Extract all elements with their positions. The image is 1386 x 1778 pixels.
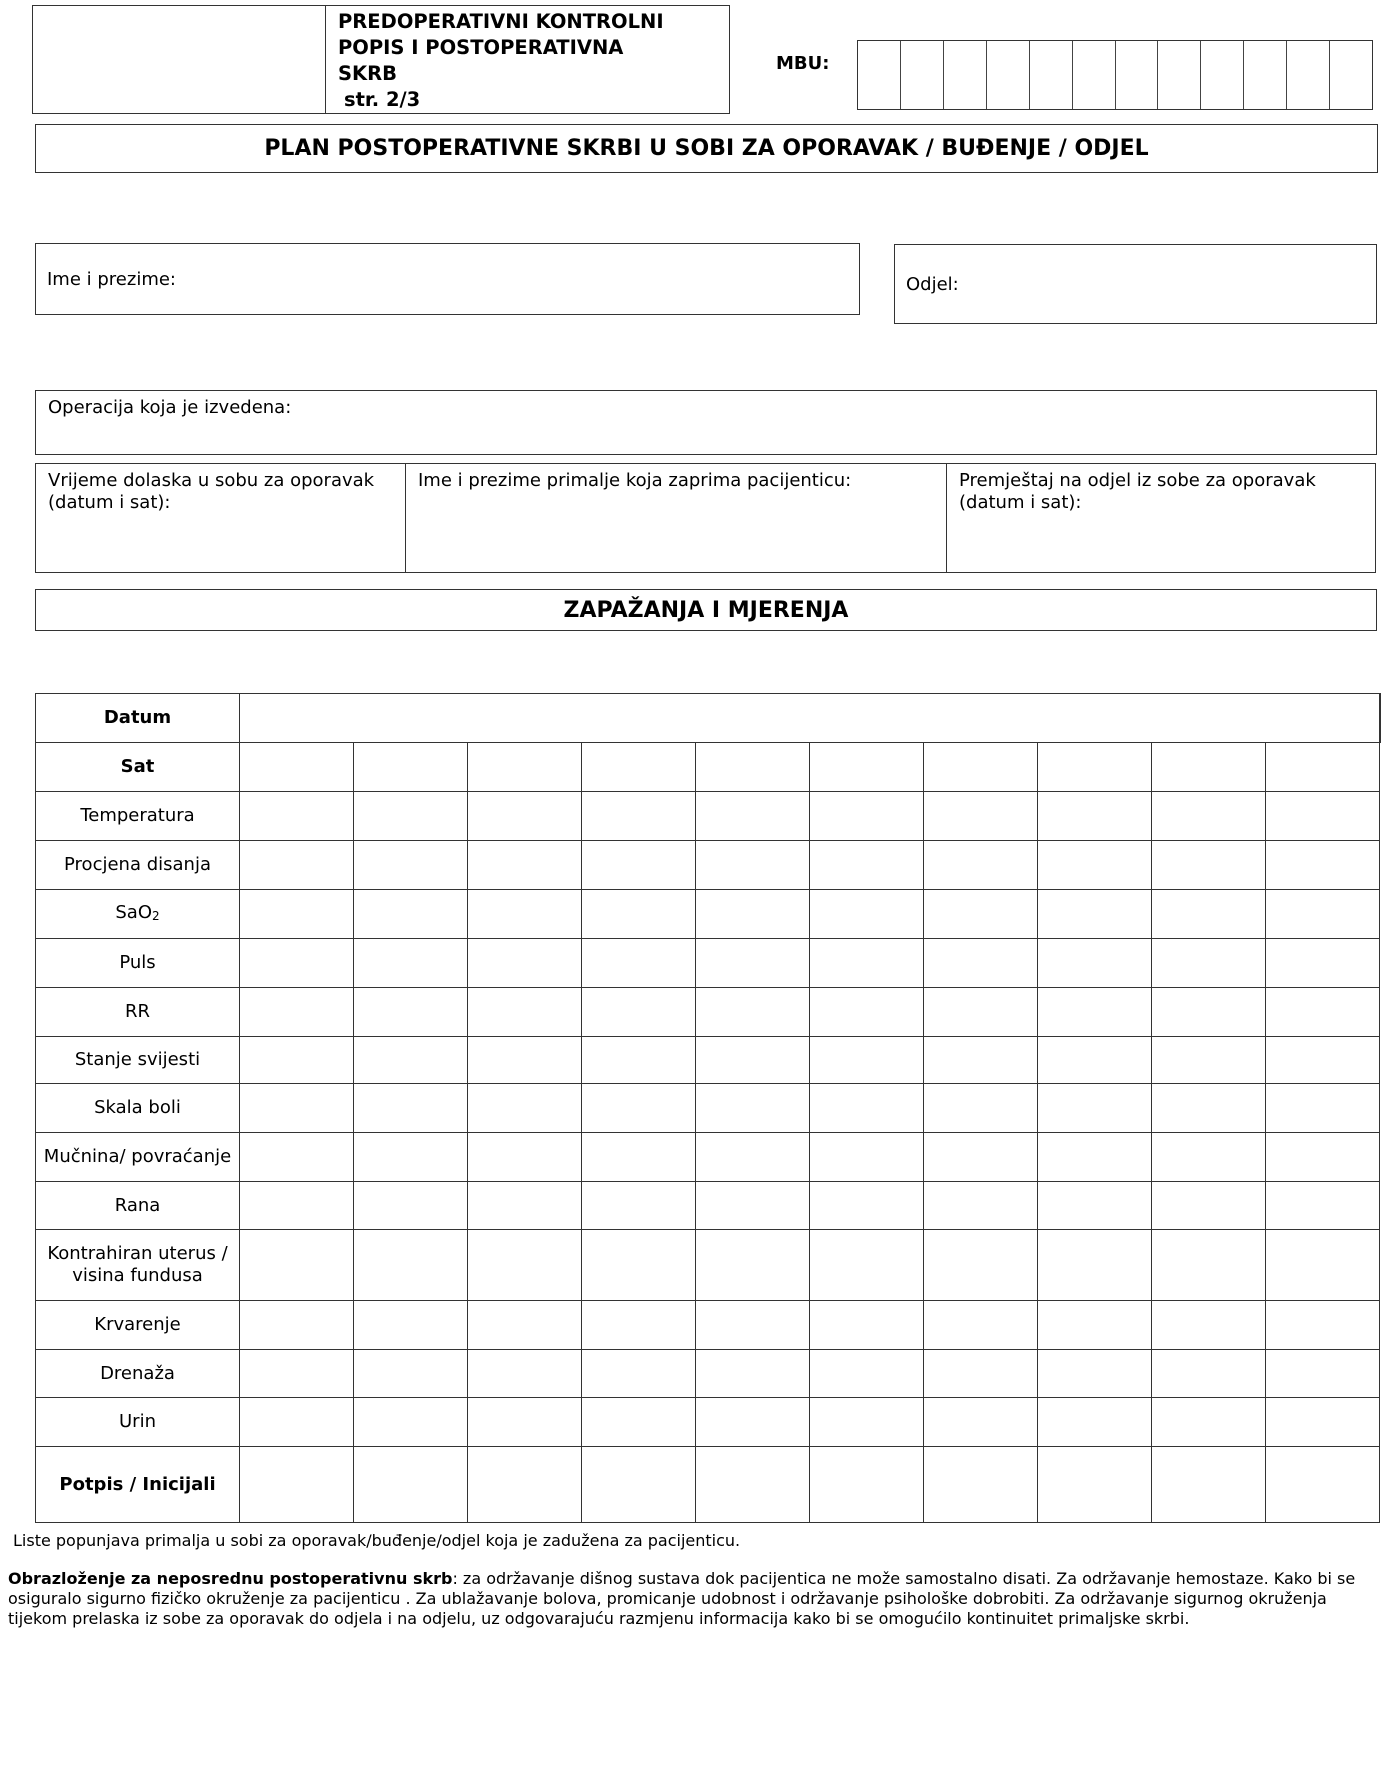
measurement-cell[interactable] <box>924 988 1038 1037</box>
measurement-cell[interactable] <box>924 792 1038 841</box>
ward-label: Odjel: <box>906 273 959 295</box>
measurement-cell[interactable] <box>1266 743 1380 792</box>
measurement-cell[interactable] <box>468 743 582 792</box>
fill-note: Liste popunjava primalja u sobi za oporavak/buđenje/odjel koja je zadužena za pacijenticu. <box>13 1531 741 1550</box>
measurement-cell[interactable] <box>1152 1398 1266 1447</box>
header-line-1: PREDOPERATIVNI KONTROLNI <box>338 10 664 33</box>
row-label <box>36 1447 240 1523</box>
measurement-cell[interactable] <box>240 988 354 1037</box>
mbu-digit-3[interactable] <box>943 41 986 109</box>
measurement-cell[interactable] <box>810 1230 924 1301</box>
mbu-digit-6[interactable] <box>1072 41 1115 109</box>
measurement-cell[interactable] <box>1152 1133 1266 1182</box>
measurement-cell[interactable] <box>1152 841 1266 890</box>
measurement-cell[interactable] <box>696 890 810 939</box>
measurement-cell[interactable] <box>354 792 468 841</box>
row-label <box>36 1084 240 1133</box>
measurement-cell[interactable] <box>354 1182 468 1230</box>
measurement-cell[interactable] <box>1266 1182 1380 1230</box>
measurement-cell[interactable] <box>240 743 354 792</box>
measurement-cell[interactable] <box>1152 890 1266 939</box>
measurement-cell[interactable] <box>354 1301 468 1350</box>
table-row <box>36 743 1380 792</box>
measurement-cell[interactable] <box>924 939 1038 988</box>
measurement-cell[interactable] <box>924 1230 1038 1301</box>
measurement-cell[interactable] <box>354 743 468 792</box>
measurement-cell[interactable] <box>240 1084 354 1133</box>
measurement-cell[interactable] <box>810 890 924 939</box>
measurement-cell[interactable] <box>696 1084 810 1133</box>
measurement-cell[interactable] <box>924 841 1038 890</box>
measurement-cell[interactable] <box>468 1398 582 1447</box>
measurement-cell[interactable] <box>1038 1350 1152 1398</box>
table-row <box>36 939 1380 988</box>
patient-name-label: Ime i prezime: <box>47 268 176 290</box>
measurement-cell[interactable] <box>354 1037 468 1084</box>
row-label-text: Drenaža <box>100 1362 175 1384</box>
measurement-cell[interactable] <box>582 1084 696 1133</box>
arrival-time-field[interactable] <box>36 464 405 572</box>
measurement-cell[interactable] <box>924 1398 1038 1447</box>
row-label <box>36 743 240 792</box>
measurement-cell[interactable] <box>468 1182 582 1230</box>
measurement-cell[interactable] <box>1152 743 1266 792</box>
observations-table <box>35 693 1381 1523</box>
measurement-cell[interactable] <box>582 988 696 1037</box>
measurement-cell[interactable] <box>468 1350 582 1398</box>
row-label-text: Urin <box>119 1411 156 1432</box>
row-label-text: Sat <box>120 756 155 777</box>
table-row <box>36 1230 1380 1301</box>
measurement-cell[interactable] <box>468 792 582 841</box>
row-label-text: RR <box>124 1001 150 1022</box>
measurement-cell[interactable] <box>696 1301 810 1350</box>
measurement-cell[interactable] <box>810 841 924 890</box>
header-line-3: SKRB <box>338 62 398 85</box>
measurement-cell[interactable] <box>810 792 924 841</box>
rationale-heading: Obrazloženje za neposrednu postoperativnu skrb <box>8 1569 453 1588</box>
measurement-cell[interactable] <box>1038 1037 1152 1084</box>
measurement-cell[interactable] <box>924 1084 1038 1133</box>
table-row <box>36 792 1380 841</box>
measurement-cell[interactable] <box>810 743 924 792</box>
measurement-cell[interactable] <box>924 1133 1038 1182</box>
measurement-cell[interactable] <box>582 1133 696 1182</box>
measurement-cell[interactable] <box>240 792 354 841</box>
measurement-cell[interactable] <box>696 1350 810 1398</box>
table-row <box>36 1447 1380 1523</box>
measurement-cell[interactable] <box>1038 1084 1152 1133</box>
measurement-cell[interactable] <box>240 841 354 890</box>
measurement-cell[interactable] <box>696 1398 810 1447</box>
receiving-midwife-label: Ime i prezime primalje koja zaprima pacijenticu: <box>418 470 852 491</box>
measurement-cell[interactable] <box>924 1037 1038 1084</box>
measurement-cell[interactable] <box>354 939 468 988</box>
measurement-cell[interactable] <box>1038 792 1152 841</box>
measurement-cell[interactable] <box>1152 1301 1266 1350</box>
measurement-cell[interactable] <box>1038 1230 1152 1301</box>
measurement-cell[interactable] <box>240 939 354 988</box>
row-label-text: Kontrahiran uterus / visina fundusa <box>47 1243 228 1286</box>
measurement-cell[interactable] <box>924 1301 1038 1350</box>
measurement-cell[interactable] <box>810 1084 924 1133</box>
section-title: ZAPAŽANJA I MJERENJA <box>35 589 1377 631</box>
row-label <box>36 988 240 1037</box>
table-row <box>36 1084 1380 1133</box>
measurement-cell[interactable] <box>468 988 582 1037</box>
measurement-cell[interactable] <box>354 1350 468 1398</box>
measurement-cell[interactable] <box>810 1037 924 1084</box>
table-row <box>36 1301 1380 1350</box>
row-label-text: Mučnina/ povraćanje <box>43 1146 232 1167</box>
measurement-cell[interactable] <box>582 1350 696 1398</box>
measurement-cell[interactable] <box>1266 890 1380 939</box>
mbu-digit-10[interactable] <box>1243 41 1286 109</box>
measurement-cell[interactable] <box>1038 841 1152 890</box>
row-label-text: Skala boli <box>94 1097 181 1118</box>
measurement-cell[interactable] <box>1038 743 1152 792</box>
header-line-2: POPIS I POSTOPERATIVNA <box>338 36 624 59</box>
row-label-text: Stanje svijesti <box>74 1049 201 1070</box>
measurement-cell[interactable] <box>696 1230 810 1301</box>
page-title: PLAN POSTOPERATIVNE SKRBI U SOBI ZA OPORAVAK / BUĐENJE / ODJEL <box>35 124 1378 173</box>
table-row <box>36 1398 1380 1447</box>
measurement-cell[interactable] <box>696 1182 810 1230</box>
table-row <box>36 1350 1380 1398</box>
measurement-cell[interactable] <box>240 1350 354 1398</box>
mbu-digit-11[interactable] <box>1286 41 1329 109</box>
arrival-time-label: Vrijeme dolaska u sobu za oporavak (datum i sat): <box>48 470 375 513</box>
measurement-cell[interactable] <box>1266 1301 1380 1350</box>
form-header-title <box>325 5 730 114</box>
row-label-text: Procjena disanja <box>64 854 211 875</box>
measurement-cell[interactable] <box>1152 1182 1266 1230</box>
measurement-cell[interactable] <box>354 1230 468 1301</box>
measurement-cell[interactable] <box>1038 939 1152 988</box>
measurement-cell[interactable] <box>696 988 810 1037</box>
measurement-cell[interactable] <box>582 1447 696 1523</box>
row-label <box>36 1350 240 1398</box>
table-row <box>36 988 1380 1037</box>
row-label <box>36 1301 240 1350</box>
measurement-cell[interactable] <box>468 1301 582 1350</box>
measurement-cell[interactable] <box>240 1447 354 1523</box>
measurement-cell[interactable] <box>240 1037 354 1084</box>
measurement-cell[interactable] <box>240 1182 354 1230</box>
measurement-cell[interactable] <box>354 1133 468 1182</box>
mbu-digit-7[interactable] <box>1115 41 1158 109</box>
measurement-cell[interactable] <box>240 1398 354 1447</box>
patient-name-field[interactable] <box>35 243 860 315</box>
row-label-text: Puls <box>119 952 156 973</box>
row-label <box>36 792 240 841</box>
measurement-cell[interactable] <box>1038 1133 1152 1182</box>
mbu-digit-12[interactable] <box>1329 41 1372 109</box>
measurement-cell[interactable] <box>1038 1398 1152 1447</box>
measurement-cell[interactable] <box>810 1301 924 1350</box>
table-row <box>36 890 1380 939</box>
ward-field[interactable] <box>894 244 1377 324</box>
table-row <box>36 1182 1380 1230</box>
mbu-input-boxes <box>857 40 1373 110</box>
measurement-cell[interactable] <box>468 1447 582 1523</box>
row-label <box>36 1398 240 1447</box>
measurement-cell[interactable] <box>696 841 810 890</box>
measurement-cell[interactable] <box>240 1133 354 1182</box>
mbu-digit-8[interactable] <box>1157 41 1200 109</box>
measurement-cell[interactable] <box>468 1133 582 1182</box>
row-label-text: SaO <box>115 901 152 923</box>
measurement-cell[interactable] <box>1152 1230 1266 1301</box>
mbu-digit-1[interactable] <box>858 41 900 109</box>
measurement-cell[interactable] <box>1038 1447 1152 1523</box>
measurement-cell[interactable] <box>1038 988 1152 1037</box>
measurement-cell[interactable] <box>1266 841 1380 890</box>
table-row <box>36 1133 1380 1182</box>
table-row <box>36 1037 1380 1084</box>
measurement-cell[interactable] <box>1152 1447 1266 1523</box>
arrival-info-row <box>35 463 1376 573</box>
date-label: Datum <box>36 694 240 743</box>
measurement-cell[interactable] <box>1152 939 1266 988</box>
row-label <box>36 1182 240 1230</box>
date-row <box>36 694 1380 743</box>
table-row <box>36 841 1380 890</box>
measurement-cell[interactable] <box>1152 1350 1266 1398</box>
measurement-cell[interactable] <box>582 1230 696 1301</box>
measurement-cell[interactable] <box>1038 1182 1152 1230</box>
measurement-cell[interactable] <box>582 1182 696 1230</box>
transfer-time-label: Premještaj na odjel iz sobe za oporavak (datum i sat): <box>959 470 1316 513</box>
measurement-cell[interactable] <box>582 1037 696 1084</box>
measurement-cell[interactable] <box>354 988 468 1037</box>
row-label-text: Temperatura <box>80 805 195 826</box>
measurement-cell[interactable] <box>354 1084 468 1133</box>
measurement-cell[interactable] <box>1266 1133 1380 1182</box>
row-label <box>36 1133 240 1182</box>
measurement-cell[interactable] <box>582 841 696 890</box>
measurement-cell[interactable] <box>1266 1230 1380 1301</box>
rationale-paragraph <box>8 1569 1380 1629</box>
measurement-cell[interactable] <box>924 1350 1038 1398</box>
mbu-digit-2[interactable] <box>900 41 943 109</box>
receiving-midwife-field[interactable] <box>405 464 946 572</box>
measurement-cell[interactable] <box>468 939 582 988</box>
measurement-cell[interactable] <box>468 1230 582 1301</box>
measurement-cell[interactable] <box>810 939 924 988</box>
measurement-cell[interactable] <box>924 743 1038 792</box>
measurement-cell[interactable] <box>468 890 582 939</box>
measurement-cell[interactable] <box>582 792 696 841</box>
measurement-cell[interactable] <box>1038 1301 1152 1350</box>
date-input-cell[interactable] <box>240 694 1380 743</box>
measurement-cell[interactable] <box>1266 1037 1380 1084</box>
row-label <box>36 1230 240 1301</box>
logo-area <box>32 5 326 114</box>
measurement-cell[interactable] <box>810 1350 924 1398</box>
measurement-cell[interactable] <box>240 1301 354 1350</box>
measurement-cell[interactable] <box>1038 890 1152 939</box>
rationale-text: : za održavanje dišnog sustava dok pacijentica ne može samostalno disati. Za održavanje hemostaze. Kako bi se osiguralo sigurno fizičko okruženje za pacijenticu . Za ublažavanje bolova, promicanje udobnost i održavanje psihološke dobrobiti. Za održavanje sigurnog okruženja tijekom prelaska iz sobe za oporavak do odjela i na odjelu, uz odgovarajuću razmjenu informacija kako bi se omogućilo kontinuitet primaljske skrbi. <box>8 1569 1356 1628</box>
measurement-cell[interactable] <box>696 1037 810 1084</box>
measurement-cell[interactable] <box>1152 1037 1266 1084</box>
operation-label: Operacija koja je izvedena: <box>48 397 292 418</box>
row-label-text: Krvarenje <box>94 1314 181 1335</box>
measurement-cell[interactable] <box>810 1398 924 1447</box>
mbu-label: MBU: <box>776 53 830 74</box>
measurement-cell[interactable] <box>696 1447 810 1523</box>
measurement-cell[interactable] <box>354 1398 468 1447</box>
measurement-cell[interactable] <box>240 890 354 939</box>
row-label-text: Rana <box>114 1194 161 1216</box>
row-label <box>36 1037 240 1084</box>
operation-field[interactable] <box>35 390 1377 455</box>
mbu-digit-4[interactable] <box>986 41 1029 109</box>
measurement-cell[interactable] <box>468 1037 582 1084</box>
measurement-cell[interactable] <box>1266 1398 1380 1447</box>
measurement-cell[interactable] <box>240 1230 354 1301</box>
measurement-cell[interactable] <box>354 1447 468 1523</box>
measurement-cell[interactable] <box>1152 792 1266 841</box>
measurement-cell[interactable] <box>1266 1350 1380 1398</box>
measurement-cell[interactable] <box>924 1447 1038 1523</box>
measurement-cell[interactable] <box>468 841 582 890</box>
measurement-cell[interactable] <box>1266 939 1380 988</box>
measurement-cell[interactable] <box>1266 988 1380 1037</box>
transfer-time-field[interactable] <box>946 464 1375 572</box>
row-label <box>36 939 240 988</box>
measurement-cell[interactable] <box>354 890 468 939</box>
measurement-cell[interactable] <box>924 890 1038 939</box>
measurement-cell[interactable] <box>468 1084 582 1133</box>
measurement-cell[interactable] <box>696 1133 810 1182</box>
row-label-text: Potpis / Inicijali <box>59 1473 216 1495</box>
measurement-cell[interactable] <box>582 890 696 939</box>
measurement-cell[interactable] <box>582 1301 696 1350</box>
mbu-digit-5[interactable] <box>1029 41 1072 109</box>
measurement-cell[interactable] <box>924 1182 1038 1230</box>
measurement-cell[interactable] <box>810 1133 924 1182</box>
measurement-cell[interactable] <box>696 792 810 841</box>
measurement-cell[interactable] <box>582 1398 696 1447</box>
measurement-cell[interactable] <box>1266 792 1380 841</box>
measurement-cell[interactable] <box>810 988 924 1037</box>
measurement-cell[interactable] <box>696 939 810 988</box>
measurement-cell[interactable] <box>1266 1447 1380 1523</box>
measurement-cell[interactable] <box>354 841 468 890</box>
measurement-cell[interactable] <box>810 1447 924 1523</box>
measurement-cell[interactable] <box>1266 1084 1380 1133</box>
row-label <box>36 890 240 939</box>
measurement-cell[interactable] <box>582 939 696 988</box>
mbu-digit-9[interactable] <box>1200 41 1243 109</box>
measurement-cell[interactable] <box>582 743 696 792</box>
row-label-subscript: 2 <box>151 908 160 923</box>
measurement-cell[interactable] <box>1152 1084 1266 1133</box>
measurement-cell[interactable] <box>1152 988 1266 1037</box>
measurement-cell[interactable] <box>810 1182 924 1230</box>
row-label <box>36 841 240 890</box>
page-number: str. 2/3 <box>344 88 421 111</box>
measurement-cell[interactable] <box>696 743 810 792</box>
